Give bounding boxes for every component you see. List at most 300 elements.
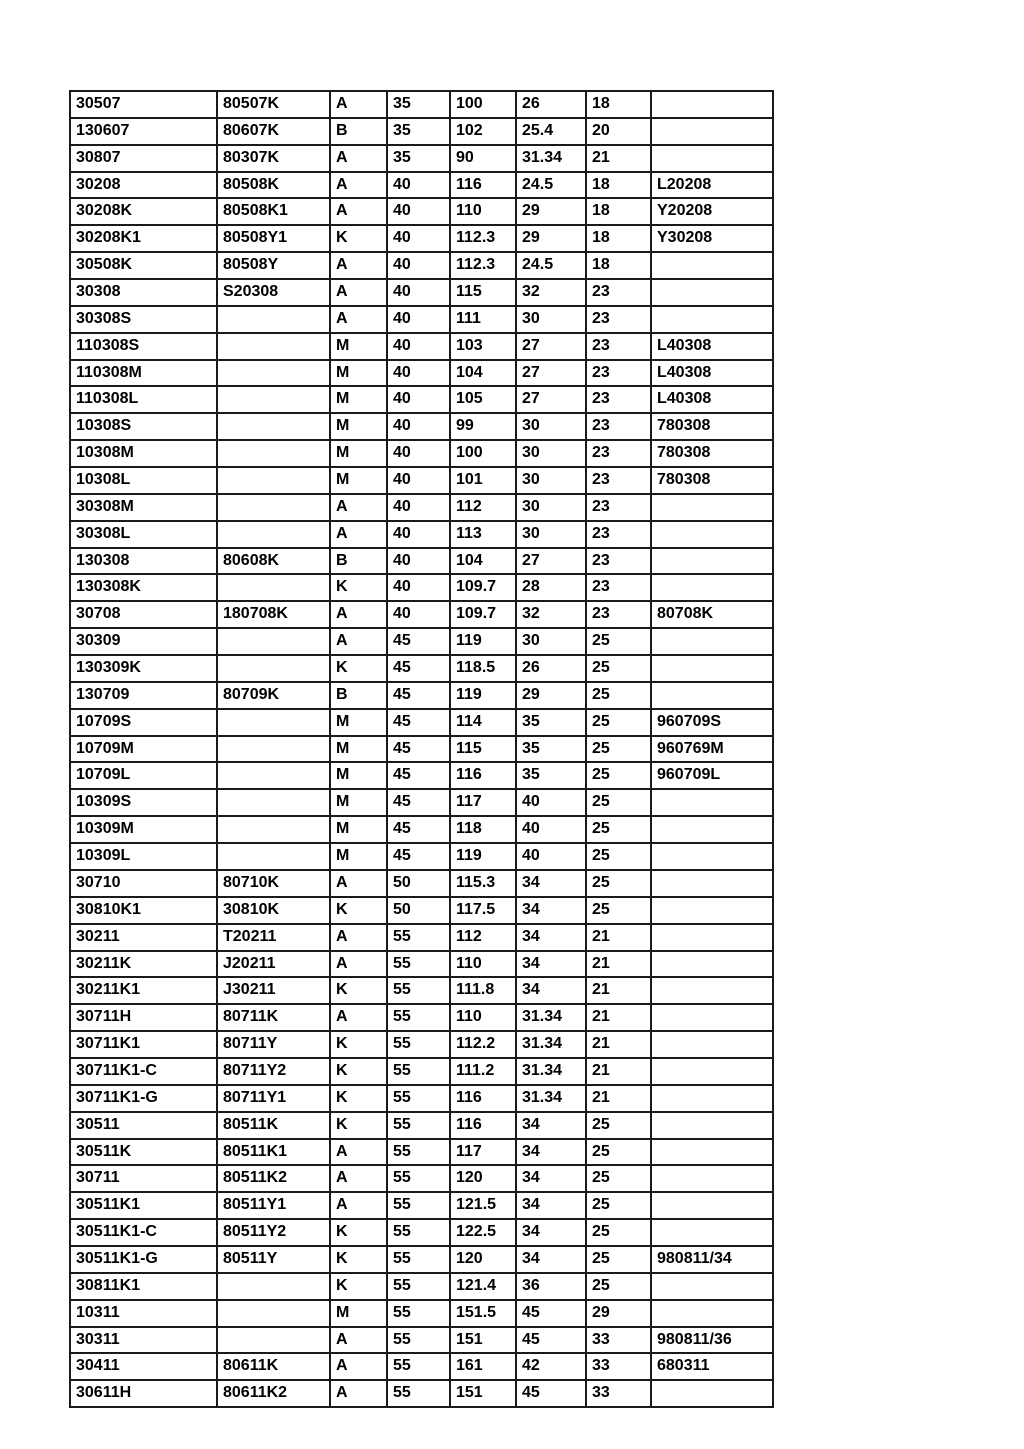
table-row: [70, 762, 773, 789]
cell-alt_code: 80511K1: [217, 1139, 330, 1166]
table-row: [70, 172, 773, 199]
cell-designation: 30807: [70, 145, 217, 172]
cell-dim_c: 33: [586, 1353, 651, 1380]
cell-dim_c: 21: [586, 1004, 651, 1031]
cell-dim_b: 30: [516, 628, 586, 655]
table-row: [70, 1273, 773, 1300]
cell-dim_a: 112: [450, 494, 516, 521]
cell-dim_a: 100: [450, 440, 516, 467]
cell-dim_b: 31.34: [516, 145, 586, 172]
cell-bore: 55: [387, 1139, 450, 1166]
cell-cross_reference: [651, 870, 773, 897]
cell-alt_code: [217, 1273, 330, 1300]
cell-dim_b: 34: [516, 1165, 586, 1192]
cell-dim_b: 34: [516, 1112, 586, 1139]
cell-designation: 30511K1-C: [70, 1219, 217, 1246]
cell-dim_b: 34: [516, 951, 586, 978]
cell-designation: 30308S: [70, 306, 217, 333]
cell-designation: 110308L: [70, 386, 217, 413]
cell-dim_c: 23: [586, 548, 651, 575]
cell-dim_a: 121.5: [450, 1192, 516, 1219]
cell-dim_a: 116: [450, 762, 516, 789]
cell-bore: 45: [387, 628, 450, 655]
cell-alt_code: [217, 386, 330, 413]
table-row: [70, 1165, 773, 1192]
cell-cross_reference: [651, 682, 773, 709]
cell-designation: 30511K1-G: [70, 1246, 217, 1273]
table-row: [70, 977, 773, 1004]
cell-dim_a: 116: [450, 1112, 516, 1139]
cell-cross_reference: [651, 1192, 773, 1219]
cell-dim_b: 34: [516, 1246, 586, 1273]
cell-designation: 30308M: [70, 494, 217, 521]
cell-alt_code: [217, 574, 330, 601]
cell-cross_reference: 780308: [651, 440, 773, 467]
cell-bore: 40: [387, 574, 450, 601]
cell-designation: 30810K1: [70, 897, 217, 924]
table-row: [70, 306, 773, 333]
table-row: [70, 924, 773, 951]
cell-designation: 110308M: [70, 360, 217, 387]
cell-series: K: [330, 977, 387, 1004]
cell-designation: 30711K1-C: [70, 1058, 217, 1085]
cell-dim_b: 32: [516, 601, 586, 628]
cell-alt_code: [217, 655, 330, 682]
cell-series: K: [330, 574, 387, 601]
cell-dim_c: 33: [586, 1380, 651, 1407]
cell-dim_a: 118: [450, 816, 516, 843]
cell-bore: 40: [387, 601, 450, 628]
cell-alt_code: T20211: [217, 924, 330, 951]
cell-series: M: [330, 413, 387, 440]
cell-series: A: [330, 1139, 387, 1166]
cell-dim_b: 26: [516, 91, 586, 118]
cell-alt_code: 80607K: [217, 118, 330, 145]
cell-dim_c: 23: [586, 279, 651, 306]
cell-bore: 55: [387, 951, 450, 978]
cell-series: A: [330, 951, 387, 978]
cell-designation: 30710: [70, 870, 217, 897]
cell-dim_c: 23: [586, 360, 651, 387]
cell-bore: 40: [387, 413, 450, 440]
table-row: [70, 574, 773, 601]
table-row: [70, 1300, 773, 1327]
cell-series: B: [330, 548, 387, 575]
cell-dim_a: 116: [450, 172, 516, 199]
cell-dim_c: 25: [586, 655, 651, 682]
cell-cross_reference: [651, 897, 773, 924]
cell-cross_reference: [651, 1273, 773, 1300]
cell-series: K: [330, 1058, 387, 1085]
table-row: [70, 333, 773, 360]
cell-dim_c: 23: [586, 413, 651, 440]
cell-cross_reference: [651, 1085, 773, 1112]
cell-alt_code: 80507K: [217, 91, 330, 118]
cell-dim_c: 21: [586, 145, 651, 172]
cell-dim_a: 112.3: [450, 252, 516, 279]
cell-dim_b: 30: [516, 494, 586, 521]
table-row: [70, 736, 773, 763]
cell-bore: 55: [387, 1165, 450, 1192]
cell-designation: 30508K: [70, 252, 217, 279]
cell-cross_reference: Y30208: [651, 225, 773, 252]
cell-dim_a: 120: [450, 1165, 516, 1192]
cell-dim_b: 34: [516, 1139, 586, 1166]
cell-cross_reference: L40308: [651, 386, 773, 413]
table-row: [70, 1139, 773, 1166]
cell-bore: 55: [387, 1300, 450, 1327]
table-row: [70, 252, 773, 279]
cell-cross_reference: [651, 1004, 773, 1031]
cell-series: A: [330, 91, 387, 118]
table-row: [70, 1058, 773, 1085]
cell-dim_b: 34: [516, 1192, 586, 1219]
cell-dim_c: 25: [586, 1139, 651, 1166]
cell-bore: 55: [387, 977, 450, 1004]
cell-bore: 40: [387, 172, 450, 199]
cell-designation: 130309K: [70, 655, 217, 682]
cell-alt_code: 80511Y: [217, 1246, 330, 1273]
cell-alt_code: [217, 467, 330, 494]
cell-designation: 10709M: [70, 736, 217, 763]
cell-dim_c: 18: [586, 91, 651, 118]
cell-dim_a: 113: [450, 521, 516, 548]
cell-dim_c: 21: [586, 1031, 651, 1058]
cell-dim_a: 109.7: [450, 574, 516, 601]
table-row: [70, 467, 773, 494]
cell-series: A: [330, 145, 387, 172]
cell-designation: 30711K1: [70, 1031, 217, 1058]
cell-dim_b: 35: [516, 762, 586, 789]
cell-designation: 130607: [70, 118, 217, 145]
table-row: [70, 1327, 773, 1354]
cell-series: K: [330, 1085, 387, 1112]
cell-dim_b: 30: [516, 306, 586, 333]
cell-alt_code: 80508Y: [217, 252, 330, 279]
cell-bore: 35: [387, 145, 450, 172]
cell-bore: 55: [387, 1219, 450, 1246]
cell-dim_b: 34: [516, 897, 586, 924]
cell-series: M: [330, 360, 387, 387]
cell-dim_c: 23: [586, 521, 651, 548]
cell-bore: 40: [387, 360, 450, 387]
cell-alt_code: [217, 789, 330, 816]
cell-series: K: [330, 655, 387, 682]
cell-cross_reference: [651, 1112, 773, 1139]
cell-alt_code: 80511K2: [217, 1165, 330, 1192]
cell-dim_c: 23: [586, 333, 651, 360]
cell-series: A: [330, 628, 387, 655]
cell-designation: 30308L: [70, 521, 217, 548]
table-row: [70, 91, 773, 118]
cell-dim_b: 29: [516, 682, 586, 709]
cell-cross_reference: 960709S: [651, 709, 773, 736]
cell-dim_c: 20: [586, 118, 651, 145]
cell-bore: 40: [387, 198, 450, 225]
cell-alt_code: 80508K1: [217, 198, 330, 225]
cell-dim_b: 28: [516, 574, 586, 601]
cell-dim_a: 117.5: [450, 897, 516, 924]
cell-dim_c: 21: [586, 951, 651, 978]
cell-bore: 55: [387, 1273, 450, 1300]
cell-alt_code: 80508Y1: [217, 225, 330, 252]
cell-dim_c: 29: [586, 1300, 651, 1327]
cell-series: A: [330, 198, 387, 225]
table-row: [70, 1353, 773, 1380]
cell-series: A: [330, 1380, 387, 1407]
cell-dim_a: 101: [450, 467, 516, 494]
cell-dim_a: 151.5: [450, 1300, 516, 1327]
cell-bore: 35: [387, 91, 450, 118]
cell-cross_reference: [651, 789, 773, 816]
cell-designation: 30511K: [70, 1139, 217, 1166]
cell-series: A: [330, 494, 387, 521]
cell-dim_c: 23: [586, 601, 651, 628]
cell-bore: 55: [387, 1192, 450, 1219]
cell-dim_c: 23: [586, 467, 651, 494]
cell-series: A: [330, 1353, 387, 1380]
cell-alt_code: 80307K: [217, 145, 330, 172]
cell-dim_b: 35: [516, 709, 586, 736]
cell-dim_c: 25: [586, 897, 651, 924]
cell-dim_b: 35: [516, 736, 586, 763]
cell-cross_reference: 680311: [651, 1353, 773, 1380]
cell-series: A: [330, 1192, 387, 1219]
cell-dim_b: 45: [516, 1380, 586, 1407]
cell-series: K: [330, 1246, 387, 1273]
cell-dim_c: 21: [586, 1058, 651, 1085]
cell-dim_a: 119: [450, 843, 516, 870]
cell-alt_code: [217, 494, 330, 521]
cell-dim_b: 34: [516, 870, 586, 897]
cell-bore: 55: [387, 1058, 450, 1085]
cell-bore: 45: [387, 762, 450, 789]
cell-dim_b: 30: [516, 413, 586, 440]
cell-dim_a: 151: [450, 1327, 516, 1354]
cell-alt_code: [217, 709, 330, 736]
cell-alt_code: 80608K: [217, 548, 330, 575]
cell-bore: 40: [387, 467, 450, 494]
cell-dim_b: 26: [516, 655, 586, 682]
cell-alt_code: 80711Y1: [217, 1085, 330, 1112]
table-row: [70, 198, 773, 225]
cell-dim_a: 118.5: [450, 655, 516, 682]
cell-cross_reference: [651, 843, 773, 870]
cell-dim_c: 25: [586, 870, 651, 897]
cell-bore: 40: [387, 225, 450, 252]
table-row: [70, 494, 773, 521]
table-row: [70, 897, 773, 924]
cell-cross_reference: [651, 1139, 773, 1166]
cell-dim_a: 100: [450, 91, 516, 118]
cell-dim_a: 111: [450, 306, 516, 333]
cell-dim_a: 117: [450, 1139, 516, 1166]
cell-bore: 40: [387, 386, 450, 413]
cell-dim_c: 23: [586, 440, 651, 467]
cell-bore: 55: [387, 1246, 450, 1273]
cell-bore: 45: [387, 843, 450, 870]
cell-cross_reference: [651, 574, 773, 601]
cell-series: M: [330, 736, 387, 763]
cell-dim_c: 18: [586, 252, 651, 279]
cell-alt_code: 80611K2: [217, 1380, 330, 1407]
cell-alt_code: S20308: [217, 279, 330, 306]
cell-series: M: [330, 843, 387, 870]
cell-alt_code: 180708K: [217, 601, 330, 628]
cell-cross_reference: [651, 1380, 773, 1407]
cell-dim_a: 122.5: [450, 1219, 516, 1246]
cell-bore: 55: [387, 1085, 450, 1112]
cell-bore: 40: [387, 440, 450, 467]
cell-series: K: [330, 1273, 387, 1300]
cell-cross_reference: [651, 1031, 773, 1058]
cell-dim_b: 29: [516, 225, 586, 252]
cell-cross_reference: [651, 548, 773, 575]
table-row: [70, 1246, 773, 1273]
cell-alt_code: 80511Y1: [217, 1192, 330, 1219]
cell-dim_b: 34: [516, 924, 586, 951]
cell-cross_reference: [651, 655, 773, 682]
cell-dim_b: 31.34: [516, 1058, 586, 1085]
table-row: [70, 1380, 773, 1407]
cell-alt_code: [217, 306, 330, 333]
cell-alt_code: [217, 360, 330, 387]
cell-bore: 50: [387, 897, 450, 924]
cell-dim_a: 161: [450, 1353, 516, 1380]
cell-dim_b: 34: [516, 977, 586, 1004]
cell-dim_c: 23: [586, 306, 651, 333]
cell-series: M: [330, 1300, 387, 1327]
cell-alt_code: [217, 521, 330, 548]
cell-bore: 55: [387, 1031, 450, 1058]
cell-dim_a: 114: [450, 709, 516, 736]
cell-series: A: [330, 601, 387, 628]
cell-bore: 45: [387, 682, 450, 709]
cell-series: M: [330, 440, 387, 467]
cell-dim_c: 25: [586, 1112, 651, 1139]
cell-designation: 30511K1: [70, 1192, 217, 1219]
cell-dim_b: 30: [516, 440, 586, 467]
cell-bore: 45: [387, 789, 450, 816]
cell-dim_c: 25: [586, 736, 651, 763]
cell-cross_reference: [651, 1165, 773, 1192]
cell-dim_c: 21: [586, 1085, 651, 1112]
cell-cross_reference: [651, 628, 773, 655]
table-row: [70, 1031, 773, 1058]
cell-cross_reference: [651, 279, 773, 306]
cell-series: A: [330, 172, 387, 199]
cell-cross_reference: [651, 1300, 773, 1327]
cell-series: A: [330, 870, 387, 897]
cell-designation: 30211K: [70, 951, 217, 978]
cell-bore: 55: [387, 1004, 450, 1031]
cell-designation: 30711K1-G: [70, 1085, 217, 1112]
cell-series: K: [330, 1031, 387, 1058]
cell-designation: 10308M: [70, 440, 217, 467]
cell-alt_code: [217, 762, 330, 789]
cell-dim_b: 31.34: [516, 1004, 586, 1031]
cell-designation: 10709S: [70, 709, 217, 736]
cell-dim_c: 33: [586, 1327, 651, 1354]
cell-cross_reference: L40308: [651, 333, 773, 360]
cell-designation: 30311: [70, 1327, 217, 1354]
cell-designation: 10709L: [70, 762, 217, 789]
cell-dim_b: 27: [516, 333, 586, 360]
cell-bore: 50: [387, 870, 450, 897]
cell-dim_c: 25: [586, 1219, 651, 1246]
cell-dim_c: 25: [586, 682, 651, 709]
cell-dim_b: 40: [516, 843, 586, 870]
cell-alt_code: [217, 1300, 330, 1327]
table-row: [70, 521, 773, 548]
cell-dim_c: 25: [586, 1246, 651, 1273]
cell-dim_a: 105: [450, 386, 516, 413]
cell-dim_a: 104: [450, 548, 516, 575]
cell-cross_reference: [651, 951, 773, 978]
cell-dim_c: 25: [586, 762, 651, 789]
cell-series: K: [330, 1219, 387, 1246]
cell-dim_c: 18: [586, 225, 651, 252]
cell-designation: 30711H: [70, 1004, 217, 1031]
cell-cross_reference: [651, 252, 773, 279]
table-row: [70, 118, 773, 145]
table-row: [70, 655, 773, 682]
cell-series: K: [330, 225, 387, 252]
cell-dim_a: 112.3: [450, 225, 516, 252]
cell-dim_c: 21: [586, 924, 651, 951]
cell-alt_code: 80508K: [217, 172, 330, 199]
cell-dim_b: 40: [516, 816, 586, 843]
cell-dim_a: 115.3: [450, 870, 516, 897]
table-row: [70, 548, 773, 575]
cell-alt_code: 80709K: [217, 682, 330, 709]
cell-dim_b: 27: [516, 548, 586, 575]
cell-designation: 30208: [70, 172, 217, 199]
cell-designation: 110308S: [70, 333, 217, 360]
cell-series: M: [330, 333, 387, 360]
cell-dim_b: 42: [516, 1353, 586, 1380]
cell-series: M: [330, 816, 387, 843]
cell-dim_b: 40: [516, 789, 586, 816]
table-row: [70, 360, 773, 387]
cell-dim_a: 115: [450, 736, 516, 763]
cell-dim_a: 90: [450, 145, 516, 172]
cell-dim_c: 25: [586, 816, 651, 843]
cell-dim_b: 24.5: [516, 172, 586, 199]
cell-dim_a: 104: [450, 360, 516, 387]
cell-dim_b: 30: [516, 467, 586, 494]
cell-designation: 30211K1: [70, 977, 217, 1004]
table-row: [70, 843, 773, 870]
cell-dim_a: 111.8: [450, 977, 516, 1004]
cell-dim_a: 110: [450, 1004, 516, 1031]
cell-series: M: [330, 386, 387, 413]
cell-alt_code: [217, 736, 330, 763]
cell-alt_code: 80611K: [217, 1353, 330, 1380]
cell-cross_reference: [651, 924, 773, 951]
cell-cross_reference: [651, 1058, 773, 1085]
table-row: [70, 709, 773, 736]
cell-cross_reference: [651, 494, 773, 521]
cell-cross_reference: [651, 91, 773, 118]
cell-series: A: [330, 306, 387, 333]
table-row: [70, 628, 773, 655]
specification-table: [69, 90, 774, 1408]
cell-alt_code: [217, 333, 330, 360]
cell-cross_reference: Y20208: [651, 198, 773, 225]
cell-dim_a: 111.2: [450, 1058, 516, 1085]
cell-designation: 10309S: [70, 789, 217, 816]
